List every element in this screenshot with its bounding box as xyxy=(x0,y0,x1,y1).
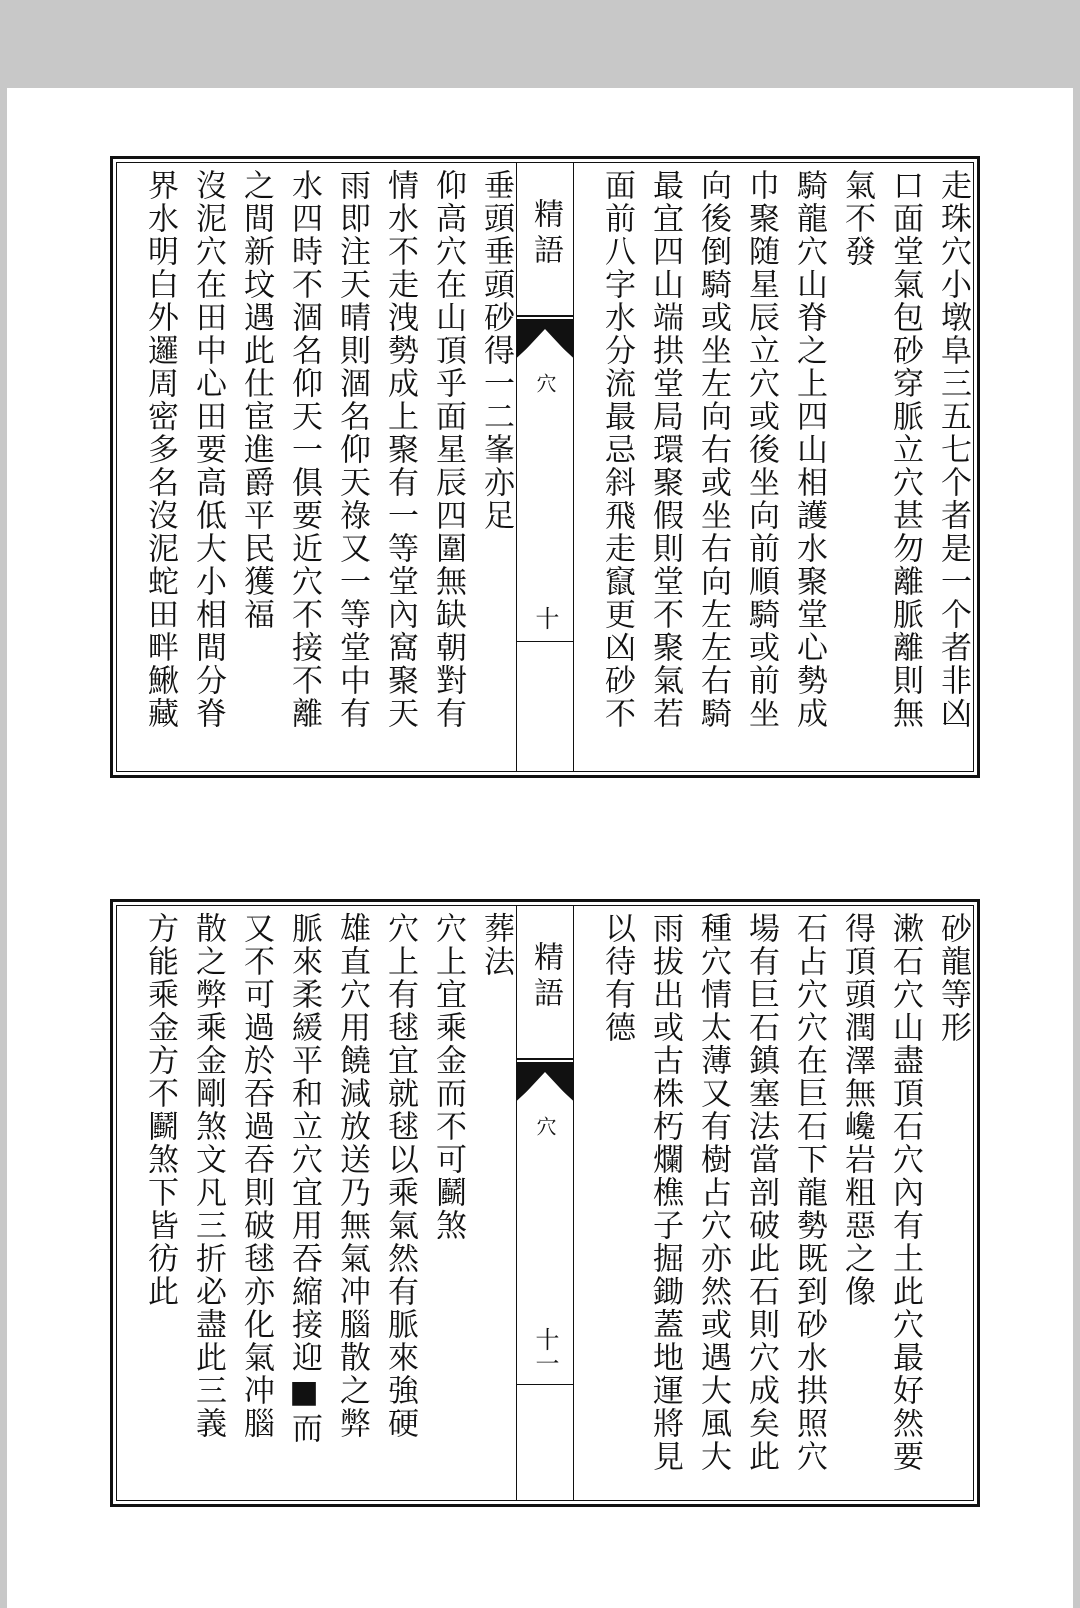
band-line xyxy=(517,315,573,317)
text-column: 界水明白外邏周密多名沒泥蛇田畔鰍藏 xyxy=(142,169,178,730)
text-column: 得頂頭潤澤無巉岩粗惡之像 xyxy=(839,912,875,1308)
text-column: 又不可過於吞過吞則破毬亦化氣冲腦 xyxy=(238,912,274,1440)
section-label: 穴 xyxy=(533,373,557,393)
text-column: 穴上有毬宜就毬以乘氣然有脈來強硬 xyxy=(382,912,418,1440)
top-spine xyxy=(516,163,574,771)
section-label: 穴 xyxy=(533,1116,557,1136)
text-column: 口面堂氣包砂穿脈立穴甚勿離脈離則無 xyxy=(887,169,923,730)
text-column: 以待有德 xyxy=(599,912,635,1044)
fishtail-ornament-icon xyxy=(517,319,573,359)
running-title: 精語 xyxy=(528,941,563,1013)
text-column: 葬法 xyxy=(478,912,514,978)
bottom-page-panel xyxy=(110,899,980,1507)
scan-page xyxy=(7,88,1073,1608)
text-column: 巾聚随星辰立穴或後坐向前順騎或前坐 xyxy=(743,169,779,730)
band-line xyxy=(517,1058,573,1060)
text-column: 脈來柔緩平和立穴宜用吞縮接迎■而 xyxy=(286,912,322,1445)
bottom-right-text-block xyxy=(578,906,973,1500)
text-column: 仰高穴在山頂乎面星辰四圍無缺朝對有 xyxy=(430,169,466,730)
top-right-text-block xyxy=(578,163,973,771)
running-title: 精語 xyxy=(528,198,563,270)
page-number: 十一 xyxy=(531,1327,559,1375)
band-line xyxy=(517,1384,573,1385)
text-column: 向後倒騎或坐左向右或坐右向左左右騎 xyxy=(695,169,731,730)
text-column: 雨拔出或古株朽爛樵子掘鋤蓋地運將見 xyxy=(647,912,683,1473)
band-line xyxy=(517,641,573,642)
text-column: 水四時不涸名仰天一俱要近穴不接不離 xyxy=(286,169,322,730)
text-column: 走珠穴小墩阜三五七个者是一个者非凶 xyxy=(935,169,971,730)
text-column: 砂龍等形 xyxy=(935,912,971,1044)
bottom-left-text-block xyxy=(117,906,516,1500)
text-column: 雄直穴用饒減放送乃無氣冲腦散之弊 xyxy=(334,912,370,1440)
text-column: 騎龍穴山脊之上四山相護水聚堂心勢成 xyxy=(791,169,827,730)
text-column: 情水不走洩勢成上聚有一等堂內窩聚天 xyxy=(382,169,418,730)
text-column: 石占穴穴在巨石下龍勢既到砂水拱照穴 xyxy=(791,912,827,1473)
text-column: 沒泥穴在田中心田要高低大小相間分脊 xyxy=(190,169,226,730)
text-column: 氣不發 xyxy=(839,169,875,268)
text-column: 面前八字水分流最忌斜飛走竄更凶砂不 xyxy=(599,169,635,730)
text-column: 散之弊乘金剛煞文凡三折必盡此三義 xyxy=(190,912,226,1440)
top-left-text-block xyxy=(117,163,516,771)
text-column: 之間新坟遇此仕宦進爵平民獲福 xyxy=(238,169,274,631)
text-column: 最宜四山端拱堂局環聚假則堂不聚氣若 xyxy=(647,169,683,730)
text-column: 方能乘金方不鬬煞下皆彷此 xyxy=(142,912,178,1308)
text-column: 場有巨石鎮塞法當剖破此石則穴成矣此 xyxy=(743,912,779,1473)
text-column: 穴上宜乘金而不可鬬煞 xyxy=(430,912,466,1242)
bottom-spine xyxy=(516,906,574,1500)
text-column: 種穴情太薄又有樹占穴亦然或遇大風大 xyxy=(695,912,731,1473)
fishtail-ornament-icon xyxy=(517,1062,573,1102)
text-column: 漱石穴山盡頂石穴內有土此穴最好然要 xyxy=(887,912,923,1473)
text-column: 垂頭垂頭砂得一二峯亦足 xyxy=(478,169,514,532)
page-number: 十 xyxy=(531,606,559,630)
top-page-panel xyxy=(110,156,980,778)
text-column: 雨即注天晴則涸名仰天祿又一等堂中有 xyxy=(334,169,370,730)
